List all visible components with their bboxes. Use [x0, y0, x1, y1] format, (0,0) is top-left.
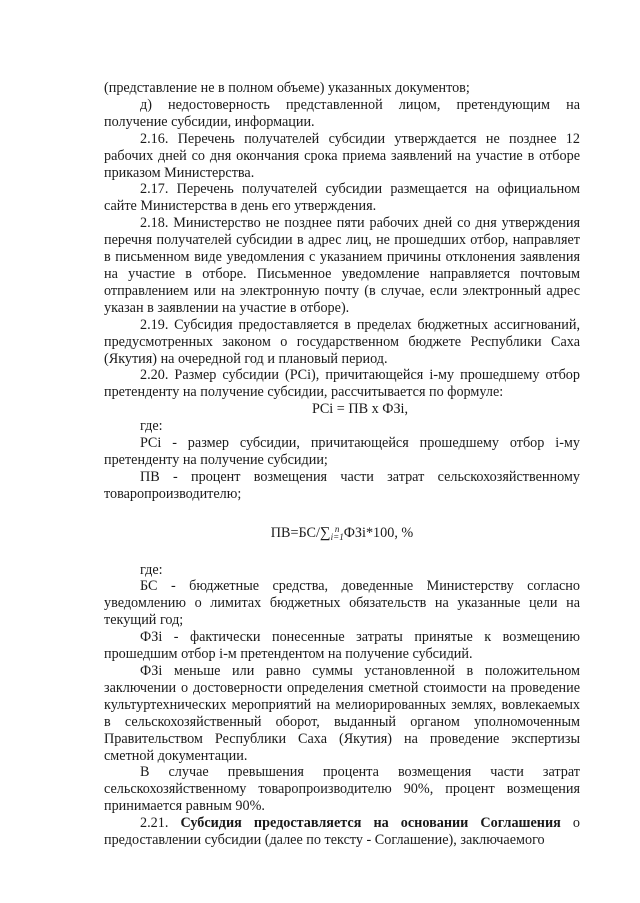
paragraph-continuation: (представление не в полном объеме) указанных документов; — [104, 80, 470, 96]
where-label-1: где: — [140, 418, 163, 435]
definition-pv: ПВ - процент возмещения части затрат сельскохозяйственному товаропроизводителю; — [104, 468, 580, 502]
definition-pci: PCi - размер субсидии, причитающейся прошедшему отбор i-му претенденту на получение субсидии; — [104, 435, 580, 468]
paragraph-2-21-bold: Субсидия предоставляется на основании Соглашения — [180, 815, 561, 832]
paragraph-fzi-limit: ФЗi меньше или равно суммы установленной в положительном заключении о достоверности определения сметной стоимости на проведение культуртехнических мероприятий на мелиорированных землях, вовлекаемых в сельскохозяйственный оборот, выданный органом уполномоченным Правительством Республики Саха (Якутия) на проведение экспертизы сметной документации. — [104, 663, 580, 764]
paragraph-2-21-number: 2.21. — [140, 815, 181, 832]
spacer — [104, 503, 580, 525]
paragraph-2-19: 2.19. Субсидия предоставляется в пределах бюджетных ассигнований, предусмотренных законом о государственном бюджете Республики Саха (Якутия) на очередной год и плановый период. — [104, 316, 580, 367]
formula-pv-right: ФЗi*100, % — [343, 524, 414, 541]
paragraph-excess: В случае превышения процента возмещения части затрат сельскохозяйственному товаропроизводителю 90%, процент возмещения принимается равным 90%. — [104, 764, 580, 815]
definition-bs: БС - бюджетные средства, доведенные Министерству согласно уведомлению о лимитах бюджетных обязательств на указанные цели на текущий год; — [104, 578, 580, 629]
paragraph-2-20: 2.20. Размер субсидии (PCi), причитающейся i-му прошедшему отбор претенденту на получение субсидии, рассчитывается по формуле: — [104, 367, 580, 401]
formula-pv-left: ПВ=БС/ — [270, 524, 320, 541]
sum-lower-limit: i=1 — [330, 531, 344, 542]
paragraph-2-21-rest: о предоставлении субсидии (далее по тексту - Соглашение), заключаемого — [104, 815, 580, 849]
paragraph-2-18: 2.18. Министерство не позднее пяти рабочих дней со дня утверждения перечня получателей субсидии в адрес лиц, не прошедших отбор, направляет в письменном виде уведомления с указанием причины отклонения заявления на участие в отборе. Письменное уведомление направляется почтовым отправлением или на электронную почту (в случае, если электронный адрес указан в заявлении на участие в отборе). — [104, 215, 580, 316]
paragraph-2-16: 2.16. Перечень получателей субсидии утверждается не позднее 12 рабочих дней со дня окончания срока приема заявлений на участие в отборе приказом Министерства. — [104, 130, 580, 181]
sum-symbol: ∑ — [319, 524, 331, 541]
spacer — [104, 542, 580, 562]
paragraph-item-d: д) недостоверность представленной лицом, претендующим на получение субсидии, информации. — [104, 96, 580, 130]
definition-fzi: ФЗi - фактически понесенные затраты принятые к возмещению прошедшим отбор i-м претендентом на получение субсидий. — [104, 629, 580, 663]
sum-upper-limit: n — [334, 523, 340, 534]
formula-pci: PCi = ПВ х ФЗi, — [311, 401, 409, 418]
paragraph-2-17: 2.17. Перечень получателей субсидии размещается на официальном сайте Министерства в день его утверждения. — [104, 181, 580, 215]
where-label-2: где: — [140, 561, 163, 578]
sum-limits — [331, 525, 344, 541]
formula-pv — [104, 525, 580, 542]
paragraph-2-21 — [104, 815, 580, 849]
